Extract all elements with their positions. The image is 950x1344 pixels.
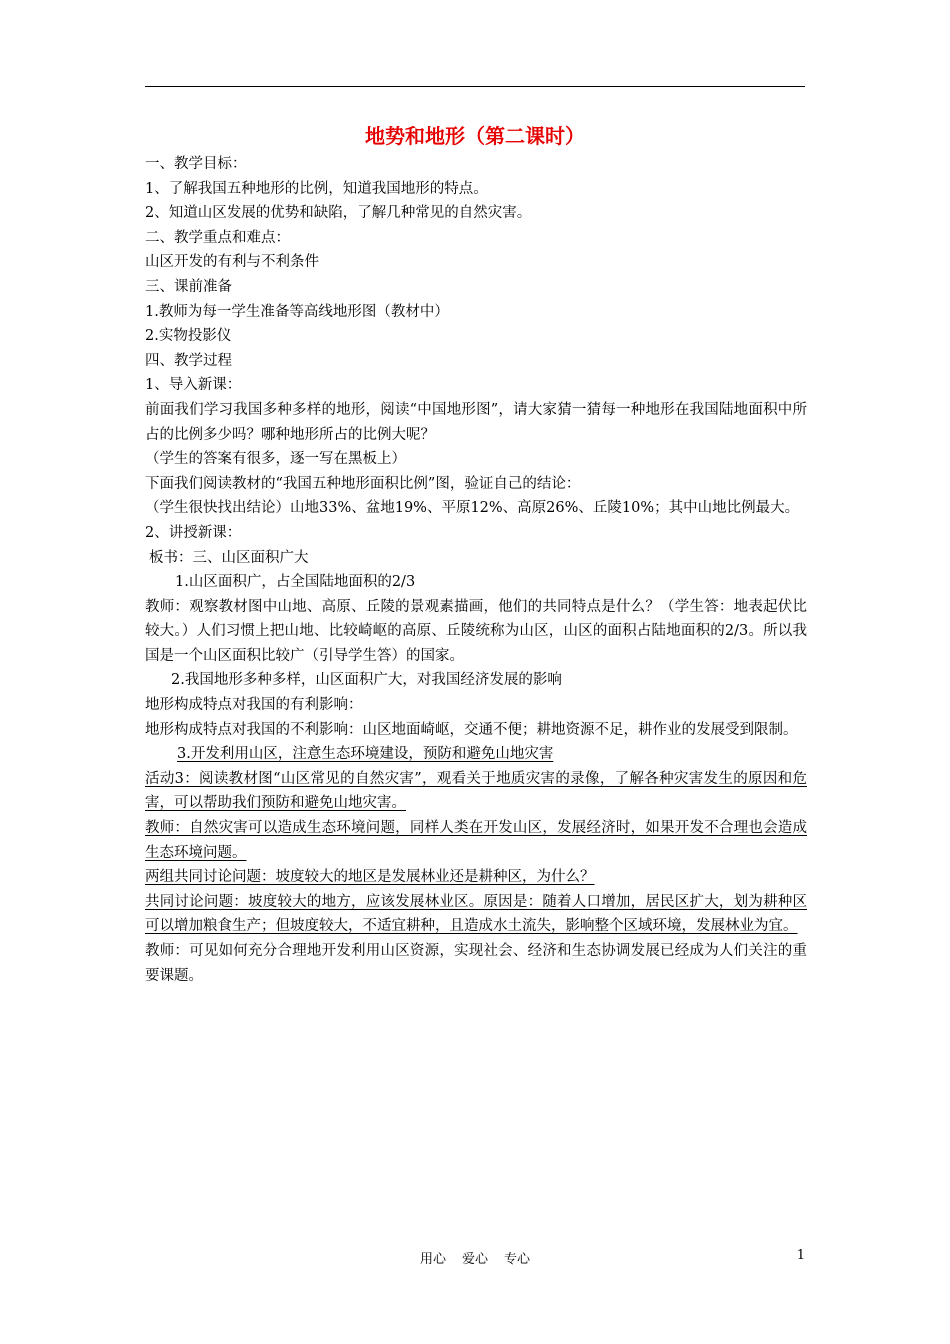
point-heading: 2.我国地形多种多样，山区面积广大，对我国经济发展的影响 [171,672,562,689]
paragraph: 2.实物投影仪 [145,328,232,345]
document-body [145,152,807,988]
paragraph: 前面我们学习我国多种多样的地形，阅读“中国地形图”，请大家猜一猜每一种地形在我国陆地面积中所占的比例多少吗？哪种地形所占的比例大呢？ [145,401,807,443]
discussion-answer: 共同讨论问题：坡度较大的地方，应该发展林业区。原因是：随着人口增加，居民区扩大，划为耕种区可以增加粮食生产；但坡度较大，不适宜耕种，且造成水土流失，影响整个区域环境，发展林业为宜。 [145,893,807,935]
page-footer [0,1248,950,1267]
discussion-question: 两组共同讨论问题：坡度较大的地区是发展林业还是耕种区，为什么？ [145,869,595,886]
point-heading: 1.山区面积广，占全国陆地面积的2/3 [175,574,416,591]
subsection-heading: 1、导入新课： [145,377,242,394]
paragraph: 教师：可见如何充分合理地开发利用山区资源，实现社会、经济和生态协调发展已经成为人们关注的重要课题。 [145,943,807,984]
footer-motto: 用心 [419,1252,446,1267]
footer-motto: 专心 [504,1252,531,1267]
document-title: 地势和地形（第二课时） [365,124,585,148]
section-heading: 三、课前准备 [145,278,232,295]
paragraph: 教师：观察教材图中山地、高原、丘陵的景观素描画，他们的共同特点是什么？（学生答：地表起伏比较大。）人们习惯上把山地、比较崎岖的高原、丘陵统称为山区，山区的面积占陆地面积的2/3。所以我国是一个山区面积比较广（引导学生答）的国家。 [145,598,807,664]
paragraph: 1、了解我国五种地形的比例，知道我国地形的特点。 [145,180,488,197]
paragraph: （学生很快找出结论）山地33%、盆地19%、平原12%、高原26%、丘陵10%；其中山地比例最大。 [145,500,800,517]
subsection-heading: 2、讲授新课： [145,524,242,541]
teacher-paragraph: 教师：自然灾害可以造成生态环境问题，同样人类在开发山区，发展经济时，如果开发不合理也会造成生态环境问题。 [145,820,807,861]
paragraph: 地形构成特点对我国的不利影响：山区地面崎岖，交通不便；耕地资源不足，耕作业的发展受到限制。 [145,721,798,738]
board-heading: 板书：三、山区面积广大 [149,549,309,566]
paragraph: 山区开发的有利与不利条件 [145,254,319,271]
section-heading: 二、教学重点和难点： [145,229,290,246]
paragraph: 2、知道山区发展的优势和缺陷，了解几种常见的自然灾害。 [145,205,532,222]
activity-paragraph: 活动3：阅读教材图“山区常见的自然灾害”，观看关于地质灾害的录像，了解各种灾害发生的原因和危害，可以帮助我们预防和避免山地灾害。 [145,770,807,812]
paragraph: （学生的答案有很多，逐一写在黑板上） [145,451,406,468]
page-number: 1 [796,1248,805,1263]
paragraph: 下面我们阅读教材的“我国五种地形面积比例”图，验证自己的结论： [145,475,581,492]
section-heading: 一、教学目标： [145,156,247,172]
section-heading: 四、教学过程 [145,352,232,369]
paragraph: 1.教师为每一学生准备等高线地形图（教材中） [145,303,449,320]
header-rule [145,86,805,87]
paragraph: 地形构成特点对我国的有利影响： [145,697,363,714]
point-heading: 3.开发利用山区，注意生态环境建设，预防和避免山地灾害 [177,746,554,763]
footer-motto: 爱心 [461,1252,488,1267]
